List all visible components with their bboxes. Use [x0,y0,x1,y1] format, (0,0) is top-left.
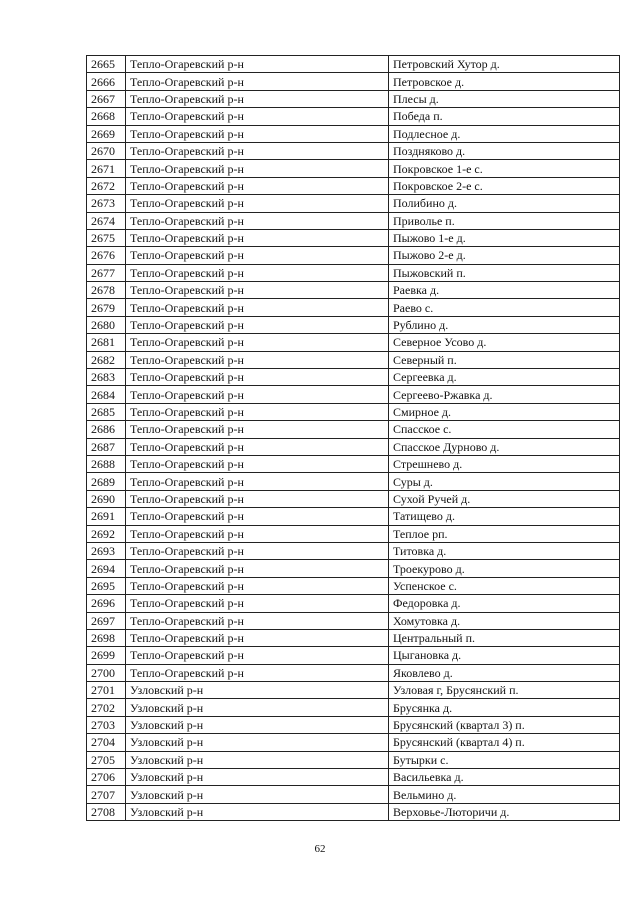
row-number: 2690 [87,490,126,507]
district-cell: Тепло-Огаревский р-н [126,125,389,142]
locality-cell: Бутырки с. [389,751,620,768]
locality-cell: Центральный п. [389,629,620,646]
row-number: 2708 [87,803,126,820]
locality-cell: Теплое рп. [389,525,620,542]
district-cell: Узловский р-н [126,769,389,786]
row-number: 2670 [87,142,126,159]
locality-cell: Спасское с. [389,421,620,438]
row-number: 2681 [87,334,126,351]
row-number: 2700 [87,664,126,681]
table-row [87,664,620,681]
row-number: 2666 [87,73,126,90]
row-number: 2679 [87,299,126,316]
table-row [87,73,620,90]
locality-cell: Стрешнево д. [389,455,620,472]
district-cell: Тепло-Огаревский р-н [126,438,389,455]
district-cell: Тепло-Огаревский р-н [126,560,389,577]
table-row [87,403,620,420]
district-cell: Тепло-Огаревский р-н [126,473,389,490]
locality-cell: Плесы д. [389,90,620,107]
row-number: 2695 [87,577,126,594]
district-cell: Тепло-Огаревский р-н [126,664,389,681]
locality-cell: Вельмино д. [389,786,620,803]
district-cell: Тепло-Огаревский р-н [126,351,389,368]
district-cell: Узловский р-н [126,682,389,699]
table-row [87,56,620,73]
locality-cell: Покровское 2-е с. [389,177,620,194]
table-row [87,734,620,751]
locality-cell: Раево с. [389,299,620,316]
district-cell: Тепло-Огаревский р-н [126,195,389,212]
table-row [87,542,620,559]
locality-cell: Раевка д. [389,282,620,299]
district-cell: Тепло-Огаревский р-н [126,508,389,525]
table-row [87,264,620,281]
table-row [87,751,620,768]
row-number: 2683 [87,369,126,386]
row-number: 2677 [87,264,126,281]
locality-cell: Васильевка д. [389,769,620,786]
row-number: 2682 [87,351,126,368]
locality-cell: Петровское д. [389,73,620,90]
row-number: 2678 [87,282,126,299]
locality-cell: Сергеево-Ржавка д. [389,386,620,403]
row-number: 2685 [87,403,126,420]
table-row [87,525,620,542]
table-row [87,229,620,246]
row-number: 2693 [87,542,126,559]
district-cell: Тепло-Огаревский р-н [126,73,389,90]
table-row [87,455,620,472]
table-row [87,351,620,368]
row-number: 2691 [87,508,126,525]
row-number: 2698 [87,629,126,646]
district-cell: Тепло-Огаревский р-н [126,142,389,159]
district-cell: Тепло-Огаревский р-н [126,455,389,472]
row-number: 2705 [87,751,126,768]
district-cell: Узловский р-н [126,786,389,803]
district-cell: Узловский р-н [126,699,389,716]
table-row [87,160,620,177]
locality-cell: Татищево д. [389,508,620,525]
table-row [87,386,620,403]
table-row [87,369,620,386]
locality-cell: Цыгановка д. [389,647,620,664]
table-row [87,699,620,716]
locality-cell: Верховье-Люторичи д. [389,803,620,820]
locality-cell: Покровское 1-е с. [389,160,620,177]
table-row [87,125,620,142]
page-number: 62 [314,843,326,855]
district-cell: Тепло-Огаревский р-н [126,56,389,73]
table-row [87,282,620,299]
locality-cell: Поздняково д. [389,142,620,159]
table-row [87,716,620,733]
row-number: 2706 [87,769,126,786]
table-row [87,438,620,455]
row-number: 2699 [87,647,126,664]
district-cell: Тепло-Огаревский р-н [126,595,389,612]
district-cell: Тепло-Огаревский р-н [126,247,389,264]
locality-cell: Титовка д. [389,542,620,559]
row-number: 2684 [87,386,126,403]
locality-cell: Северное Усово д. [389,334,620,351]
locality-cell: Пыжово 1-е д. [389,229,620,246]
row-number: 2669 [87,125,126,142]
locality-cell: Спасское Дурново д. [389,438,620,455]
locality-cell: Хомутовка д. [389,612,620,629]
row-number: 2667 [87,90,126,107]
table-row [87,490,620,507]
district-cell: Тепло-Огаревский р-н [126,612,389,629]
district-cell: Узловский р-н [126,716,389,733]
row-number: 2696 [87,595,126,612]
district-cell: Тепло-Огаревский р-н [126,386,389,403]
table-row [87,612,620,629]
table-row [87,212,620,229]
locality-cell: Петровский Хутор д. [389,56,620,73]
district-cell: Узловский р-н [126,751,389,768]
table-row [87,682,620,699]
table-row [87,595,620,612]
row-number: 2707 [87,786,126,803]
district-cell: Тепло-Огаревский р-н [126,403,389,420]
table-row [87,629,620,646]
district-cell: Тепло-Огаревский р-н [126,264,389,281]
table-row [87,195,620,212]
district-cell: Тепло-Огаревский р-н [126,629,389,646]
locality-cell: Полибино д. [389,195,620,212]
district-cell: Тепло-Огаревский р-н [126,369,389,386]
locality-cell: Приволье п. [389,212,620,229]
table-row [87,316,620,333]
row-number: 2688 [87,455,126,472]
table-row [87,473,620,490]
locality-cell: Троекурово д. [389,560,620,577]
locality-cell: Брусянка д. [389,699,620,716]
row-number: 2704 [87,734,126,751]
settlements-table-body [87,56,620,821]
table-row [87,647,620,664]
table-row [87,560,620,577]
locality-cell: Смирное д. [389,403,620,420]
table-row [87,786,620,803]
table-row [87,142,620,159]
district-cell: Тепло-Огаревский р-н [126,316,389,333]
district-cell: Тепло-Огаревский р-н [126,647,389,664]
row-number: 2686 [87,421,126,438]
table-row [87,108,620,125]
table-row [87,508,620,525]
district-cell: Тепло-Огаревский р-н [126,108,389,125]
row-number: 2671 [87,160,126,177]
row-number: 2680 [87,316,126,333]
row-number: 2697 [87,612,126,629]
locality-cell: Подлесное д. [389,125,620,142]
locality-cell: Победа п. [389,108,620,125]
district-cell: Узловский р-н [126,803,389,820]
locality-cell: Пыжовский п. [389,264,620,281]
district-cell: Узловский р-н [126,734,389,751]
row-number: 2694 [87,560,126,577]
district-cell: Тепло-Огаревский р-н [126,212,389,229]
table-row [87,177,620,194]
locality-cell: Брусянский (квартал 4) п. [389,734,620,751]
table-row [87,803,620,820]
row-number: 2673 [87,195,126,212]
district-cell: Тепло-Огаревский р-н [126,542,389,559]
district-cell: Тепло-Огаревский р-н [126,490,389,507]
row-number: 2701 [87,682,126,699]
locality-cell: Пыжово 2-е д. [389,247,620,264]
row-number: 2665 [87,56,126,73]
table-row [87,577,620,594]
district-cell: Тепло-Огаревский р-н [126,160,389,177]
locality-cell: Яковлево д. [389,664,620,681]
table-row [87,90,620,107]
row-number: 2675 [87,229,126,246]
district-cell: Тепло-Огаревский р-н [126,421,389,438]
row-number: 2687 [87,438,126,455]
settlements-table [86,55,620,821]
row-number: 2703 [87,716,126,733]
row-number: 2668 [87,108,126,125]
district-cell: Тепло-Огаревский р-н [126,282,389,299]
table-row [87,299,620,316]
locality-cell: Рублино д. [389,316,620,333]
row-number: 2689 [87,473,126,490]
district-cell: Тепло-Огаревский р-н [126,90,389,107]
locality-cell: Брусянский (квартал 3) п. [389,716,620,733]
locality-cell: Северный п. [389,351,620,368]
locality-cell: Сергеевка д. [389,369,620,386]
district-cell: Тепло-Огаревский р-н [126,229,389,246]
row-number: 2672 [87,177,126,194]
locality-cell: Узловая г, Брусянский п. [389,682,620,699]
locality-cell: Федоровка д. [389,595,620,612]
district-cell: Тепло-Огаревский р-н [126,299,389,316]
table-row [87,334,620,351]
district-cell: Тепло-Огаревский р-н [126,525,389,542]
district-cell: Тепло-Огаревский р-н [126,577,389,594]
table-row [87,421,620,438]
table-row [87,769,620,786]
row-number: 2676 [87,247,126,264]
row-number: 2674 [87,212,126,229]
row-number: 2692 [87,525,126,542]
locality-cell: Сухой Ручей д. [389,490,620,507]
row-number: 2702 [87,699,126,716]
district-cell: Тепло-Огаревский р-н [126,177,389,194]
district-cell: Тепло-Огаревский р-н [126,334,389,351]
locality-cell: Успенское с. [389,577,620,594]
locality-cell: Суры д. [389,473,620,490]
table-row [87,247,620,264]
